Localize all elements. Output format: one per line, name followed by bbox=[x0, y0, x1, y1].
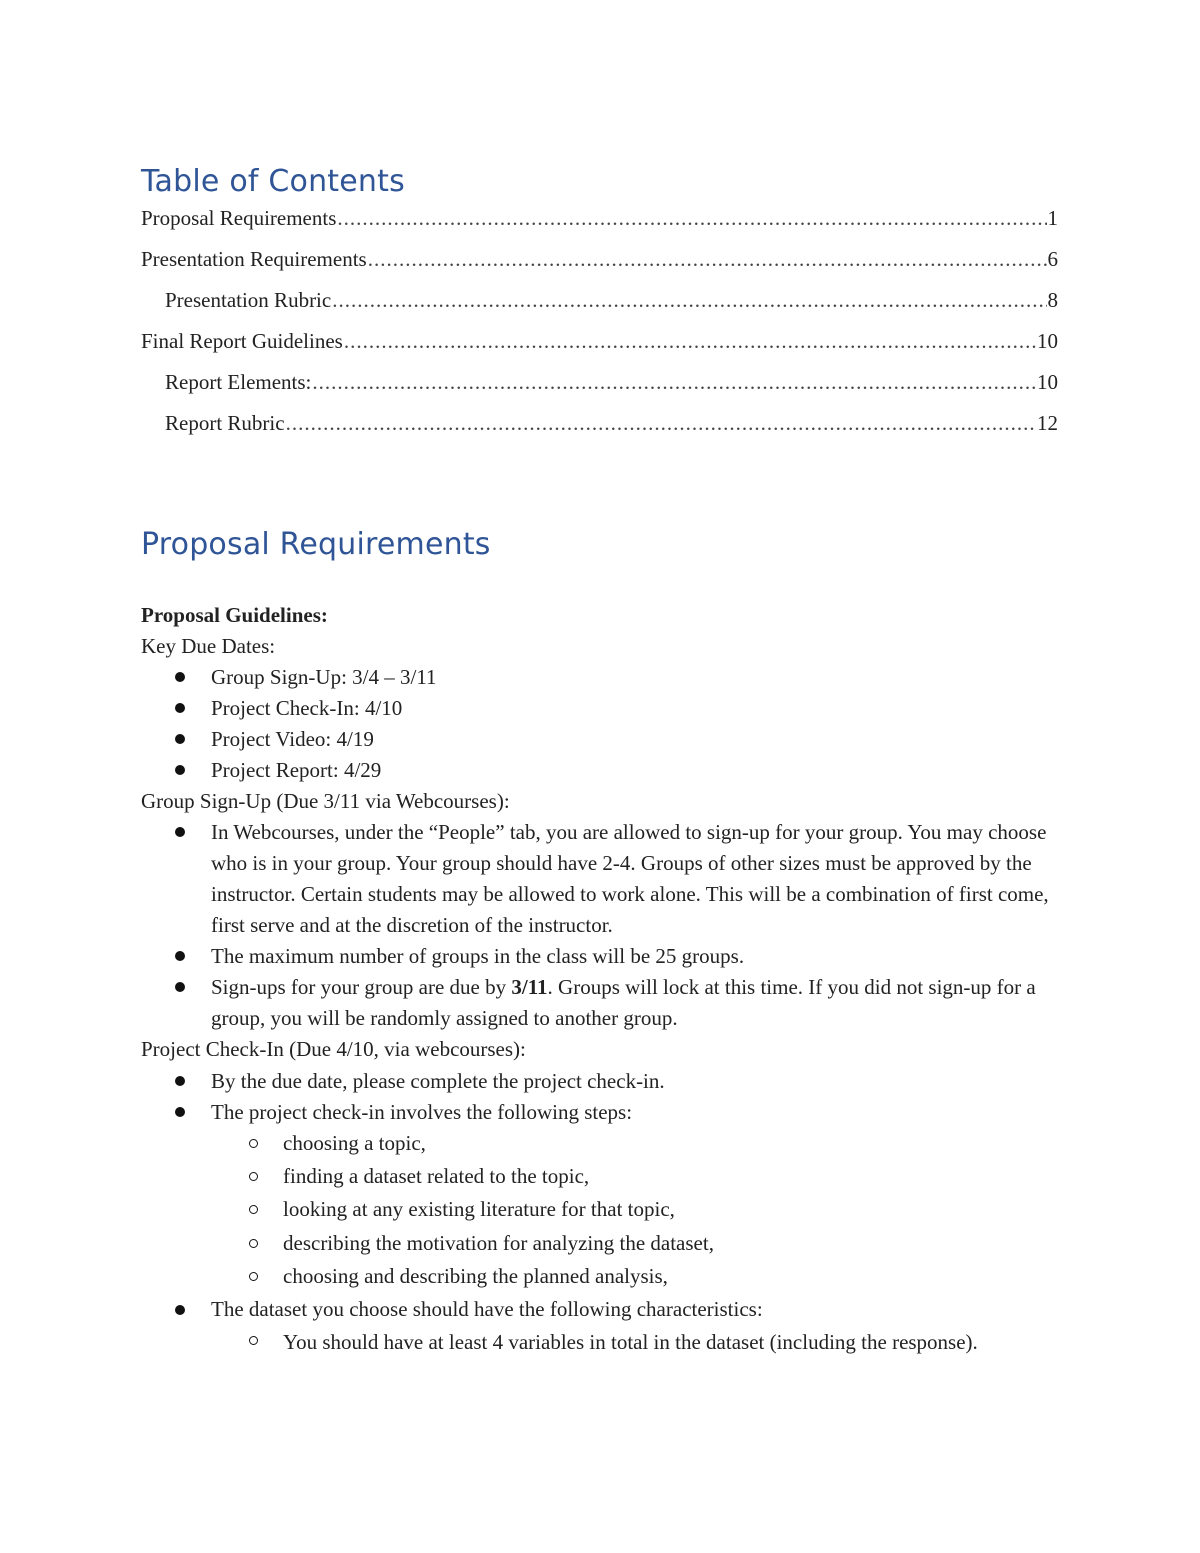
toc-entry-label: Report Elements: bbox=[165, 370, 312, 394]
bullet-icon bbox=[175, 765, 185, 775]
key-date-item: Project Video: 4/19 bbox=[211, 727, 374, 751]
toc-entry-label: Final Report Guidelines bbox=[141, 329, 343, 353]
signup-bullet-text bbox=[211, 972, 1041, 1034]
toc-leader-dots bbox=[286, 409, 1036, 437]
sub-bullet-icon bbox=[249, 1205, 258, 1214]
sub-bullet-icon bbox=[249, 1336, 258, 1345]
toc-entry-proposal-requirements[interactable] bbox=[141, 204, 1058, 232]
sub-bullet-icon bbox=[249, 1239, 258, 1248]
bullet-icon bbox=[175, 827, 185, 837]
toc-entry-page: 1 bbox=[1047, 206, 1058, 230]
toc-entry-label: Presentation Requirements bbox=[141, 247, 367, 271]
section-title: Proposal Requirements bbox=[141, 527, 491, 562]
key-due-dates-label: Key Due Dates: bbox=[141, 634, 276, 658]
bullet-icon bbox=[175, 1305, 185, 1315]
toc-entry-final-report-guidelines[interactable] bbox=[141, 327, 1058, 355]
project-checkin-label: Project Check-In (Due 4/10, via webcourses): bbox=[141, 1037, 526, 1061]
bullet-icon bbox=[175, 1107, 185, 1117]
toc-entry-page: 8 bbox=[1047, 288, 1058, 312]
toc-leader-dots bbox=[368, 245, 1047, 273]
key-date-item: Group Sign-Up: 3/4 – 3/11 bbox=[211, 665, 437, 689]
toc-entry-report-elements[interactable] bbox=[165, 368, 1058, 396]
toc-leader-dots bbox=[332, 286, 1046, 314]
sub-bullet-icon bbox=[249, 1172, 258, 1181]
checkin-step: looking at any existing literature for that topic, bbox=[283, 1197, 675, 1221]
checkin-bullet-text: The project check-in involves the following steps: bbox=[211, 1100, 633, 1124]
toc-title: Table of Contents bbox=[141, 164, 405, 199]
toc-entry-presentation-requirements[interactable] bbox=[141, 245, 1058, 273]
bullet-icon bbox=[175, 1076, 185, 1086]
toc-entry-report-rubric[interactable] bbox=[165, 409, 1058, 437]
dataset-characteristic: You should have at least 4 variables in total in the dataset (including the response). bbox=[283, 1330, 978, 1354]
proposal-guidelines-label: Proposal Guidelines: bbox=[141, 603, 328, 627]
sub-bullet-icon bbox=[249, 1139, 258, 1148]
toc-entry-page: 6 bbox=[1047, 247, 1058, 271]
toc-entry-label: Report Rubric bbox=[165, 411, 285, 435]
toc-entry-page: 10 bbox=[1037, 370, 1058, 394]
checkin-step: describing the motivation for analyzing the dataset, bbox=[283, 1231, 714, 1255]
toc-leader-dots bbox=[337, 204, 1046, 232]
group-signup-label: Group Sign-Up (Due 3/11 via Webcourses): bbox=[141, 789, 510, 813]
key-date-item: Project Report: 4/29 bbox=[211, 758, 382, 782]
signup-deadline-note: . Groups will lock at this time. If you did not sign-up for a group, you will be randomly assigned to another group. bbox=[211, 975, 1036, 1030]
toc-entry-page: 10 bbox=[1037, 329, 1058, 353]
bullet-icon bbox=[175, 982, 185, 992]
sub-bullet-icon bbox=[249, 1272, 258, 1281]
checkin-bullet-text: By the due date, please complete the project check-in. bbox=[211, 1069, 665, 1093]
toc-leader-dots bbox=[312, 368, 1036, 396]
toc-entry-page: 12 bbox=[1037, 411, 1058, 435]
toc-entry-label: Presentation Rubric bbox=[165, 288, 332, 312]
signup-deadline-text: Sign-ups for your group are due by bbox=[211, 975, 512, 999]
checkin-step: choosing a topic, bbox=[283, 1131, 426, 1155]
signup-bullet-text: In Webcourses, under the “People” tab, you are allowed to sign-up for your group. You may choose who is in your group. Your group should have 2-4. Groups of other sizes must be approved by the instructor. Certain students may be allowed to work alone. This will be a combination of first come, first serve and at the discretion of the instructor. bbox=[211, 820, 1049, 937]
signup-deadline-date: 3/11 bbox=[511, 975, 548, 999]
checkin-bullet-text: The dataset you choose should have the following characteristics: bbox=[211, 1297, 763, 1321]
bullet-icon bbox=[175, 703, 185, 713]
bullet-icon bbox=[175, 734, 185, 744]
toc-entry-label: Proposal Requirements bbox=[141, 206, 337, 230]
toc-entry-presentation-rubric[interactable] bbox=[165, 286, 1058, 314]
checkin-step: choosing and describing the planned analysis, bbox=[283, 1264, 668, 1288]
key-date-item: Project Check-In: 4/10 bbox=[211, 696, 403, 720]
signup-bullet-text: The maximum number of groups in the class will be 25 groups. bbox=[211, 944, 745, 968]
bullet-icon bbox=[175, 951, 185, 961]
toc-leader-dots bbox=[344, 327, 1036, 355]
bullet-icon bbox=[175, 672, 185, 682]
checkin-step: finding a dataset related to the topic, bbox=[283, 1164, 590, 1188]
